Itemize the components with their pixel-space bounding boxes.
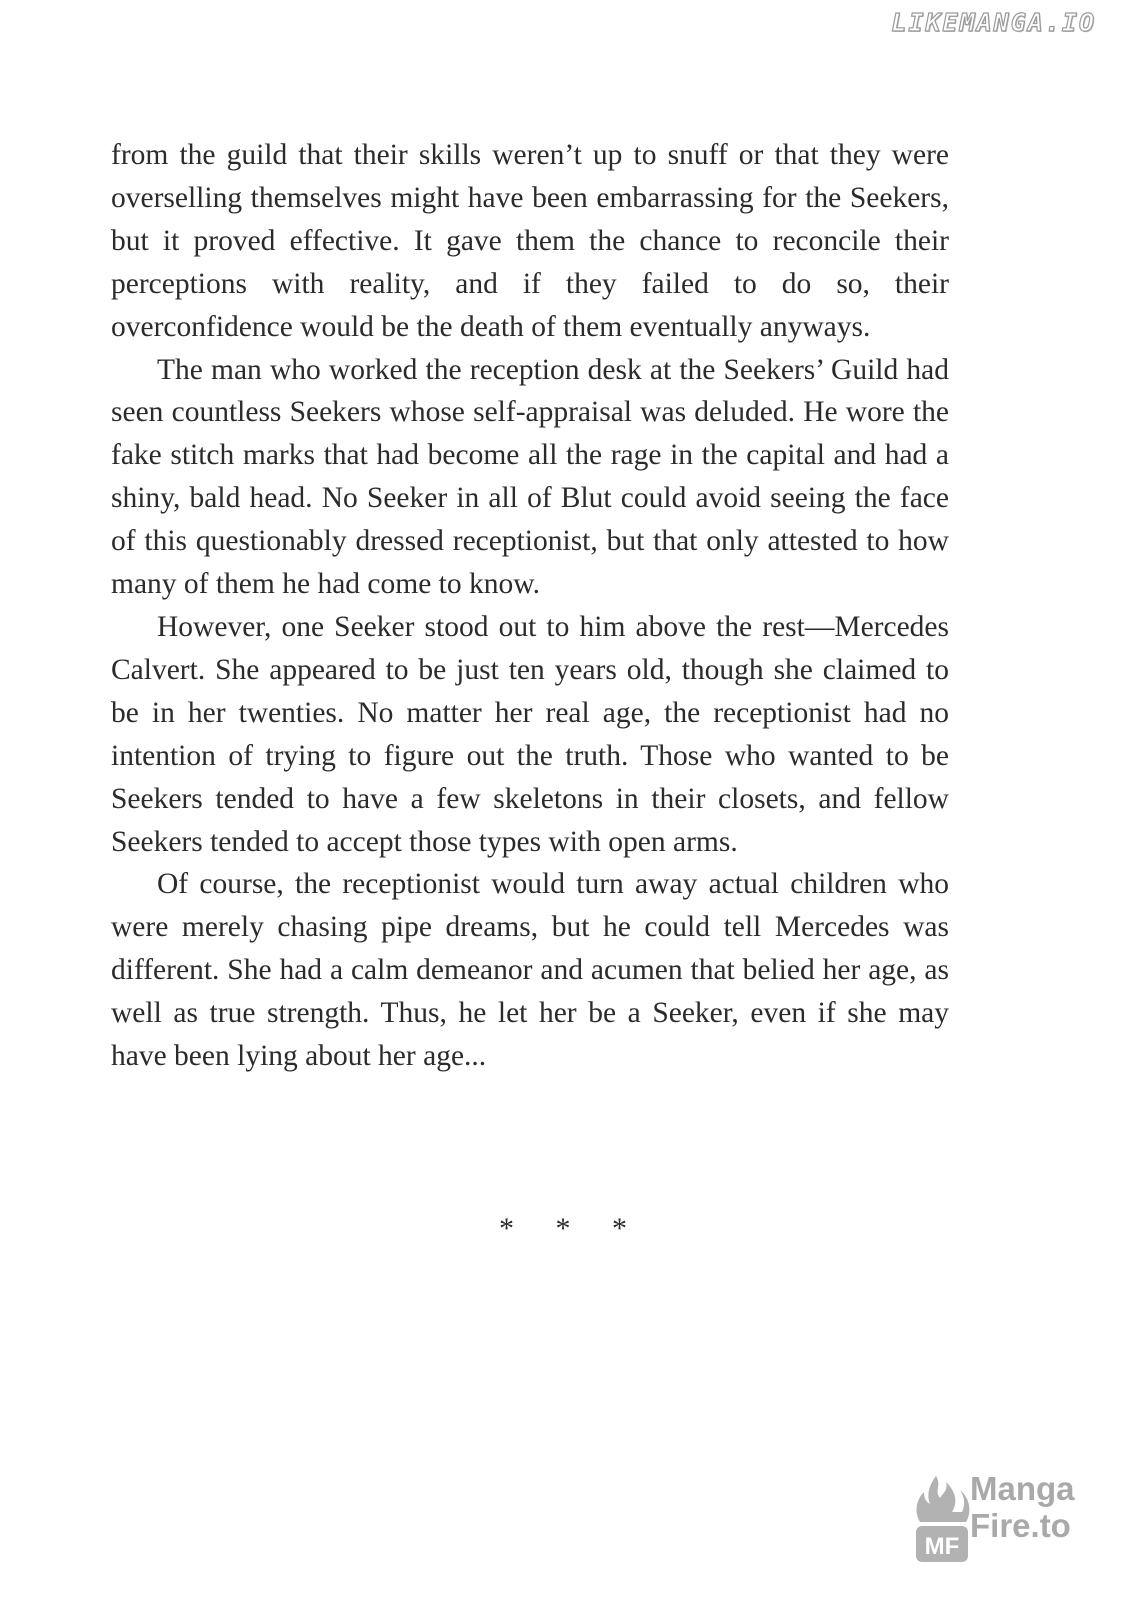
paragraph-3: However, one Seeker stood out to him above the rest—Mercedes Calvert. She appeared to be just ten years old, though she claimed to be in her twenties. No matter her real age, the receptionist had no intention of trying to figure out the truth. Those who wanted to be Seekers tended to have a few skeletons in their closets, and fellow Seekers tended to accept those types with open arms. <box>111 610 949 858</box>
scene-break-asterisk: * <box>612 1212 627 1245</box>
paragraph-4: Of course, the receptionist would turn away actual children who were merely chasing pipe dreams, but he could tell Mercedes was different. She had a calm demeanor and acumen that belied her age, as well as true strength. Thus, he let her be a Seeker, even if she may have been lying about her age... <box>111 868 949 1073</box>
scene-break-asterisk: * <box>555 1212 571 1245</box>
scene-break <box>0 1212 1126 1246</box>
flame-icon <box>912 1468 972 1568</box>
logo-line-1: Manga <box>970 1470 1075 1507</box>
logo-badge: MF <box>924 1533 960 1560</box>
logo-text <box>970 1470 1075 1544</box>
page-body <box>111 134 949 1078</box>
watermark-top: LIKEMANGA.IO <box>891 8 1096 37</box>
logo-line-2: Fire.to <box>970 1507 1071 1544</box>
paragraph-2: The man who worked the reception desk at the Seekers’ Guild had seen countless Seekers whose self-appraisal was deluded. He wore the fake stitch marks that had become all the rage in the capital and had a shiny, bald head. No Seeker in all of Blut could avoid seeing the face of this questionably dressed receptionist, but that only attested to how many of them he had come to know. <box>111 353 949 601</box>
mangafire-logo <box>912 1468 1082 1568</box>
scene-break-asterisk: * <box>499 1212 514 1245</box>
paragraph-1: from the guild that their skills weren’t up to snuff or that they were overselling themselves might have been embarrassing for the Seekers, but it proved effective. It gave them the chance to reconcile their perceptions with reality, and if they failed to do so, their overconfidence would be the death of them eventually anyways. <box>111 139 949 343</box>
